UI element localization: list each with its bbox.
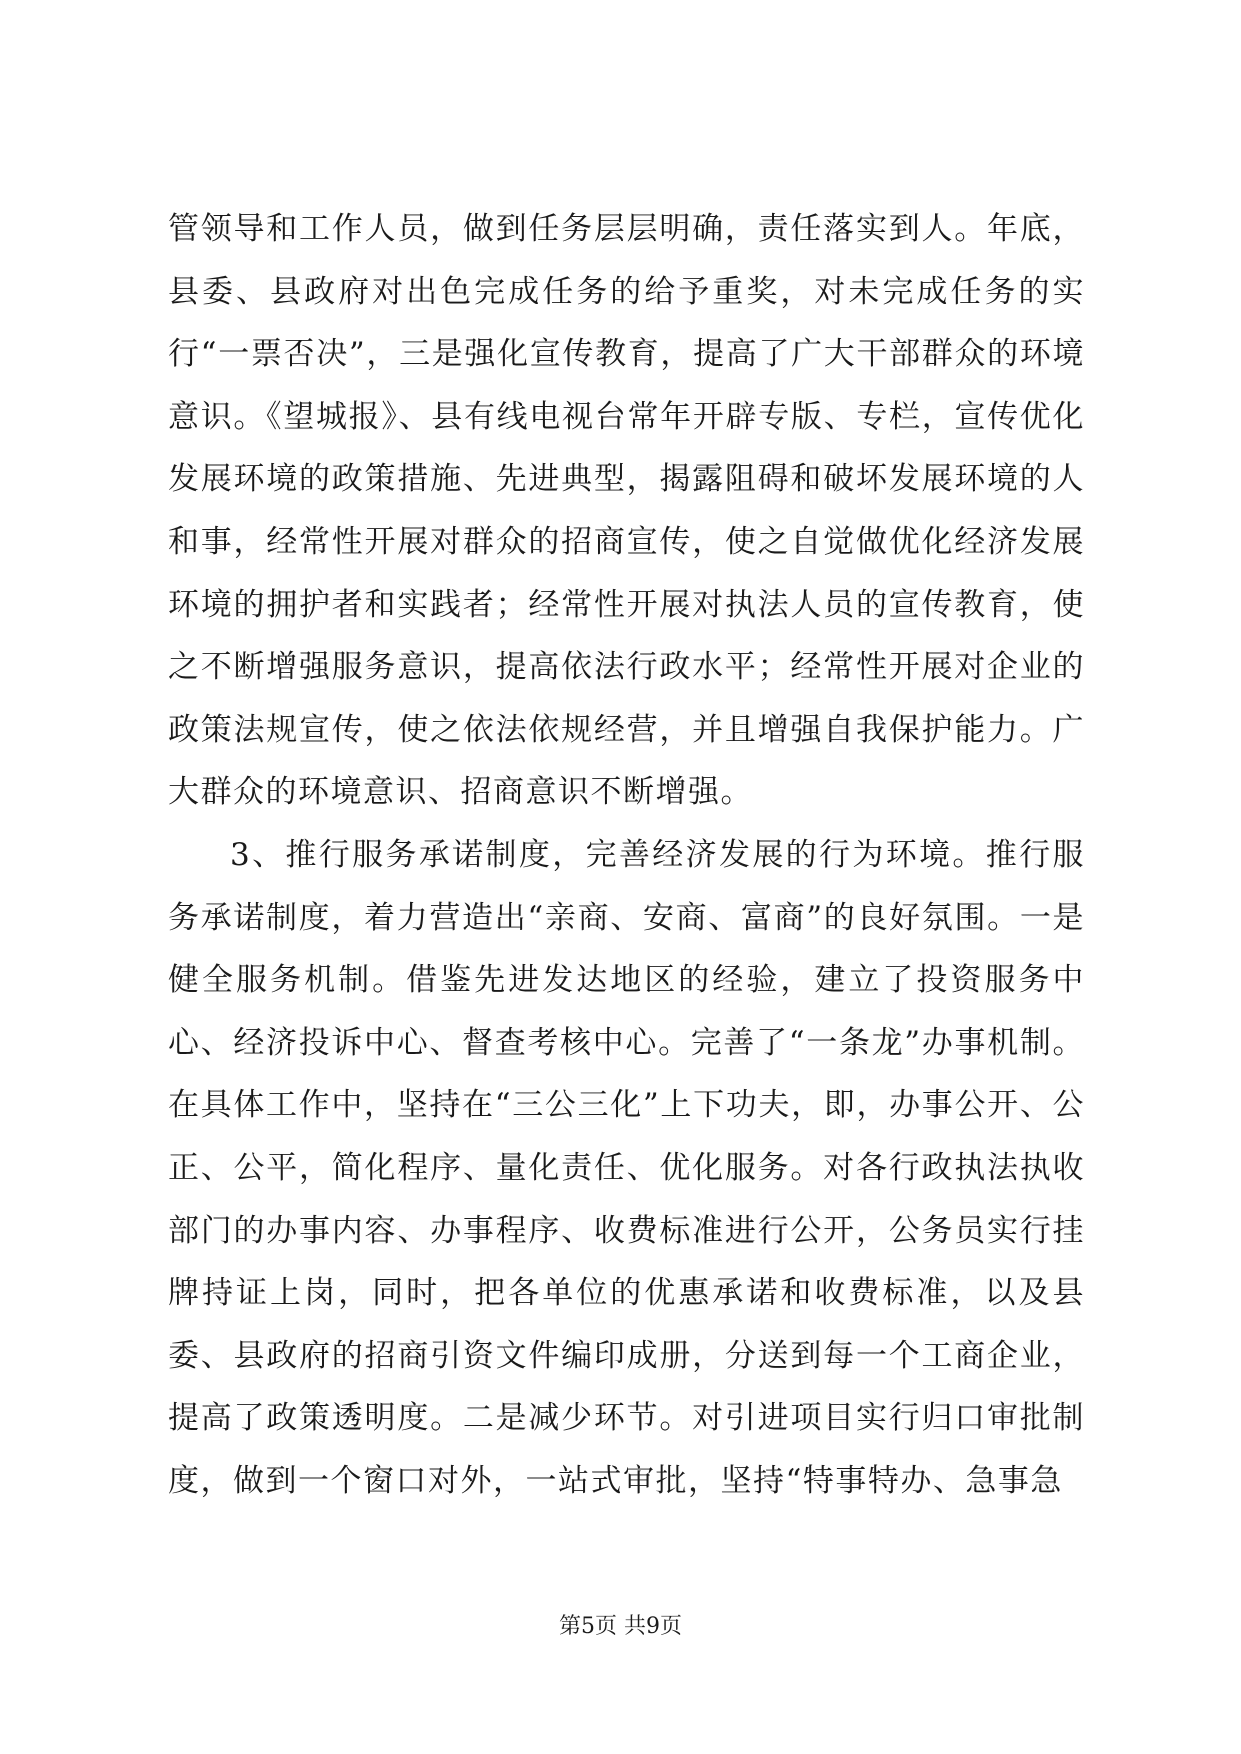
paragraph-continued: 管领导和工作人员，做到任务层层明确，责任落实到人。年底，县委、县政府对出色完成任务的给予重奖，对未完成任务的实行“一票否决”，三是强化宣传教育，提高了广大干部群众的环境意识。《望城报》、县有线电视台常年开辟专版、专栏，宣传优化发展环境的政策措施、先进典型，揭露阻碍和破坏发展环境的人和事，经常性开展对群众的招商宣传，使之自觉做优化经济发展环境的拥护者和实践者；经常性开展对执法人员的宣传教育，使之不断增强服务意识，提高依法行政水平；经常性开展对企业的政策法规宣传，使之依法依规经营，并且增强自我保护能力。广大群众的环境意识、招商意识不断增强。 [168, 211, 1085, 811]
document-body [168, 198, 1085, 1512]
paragraph-section-3: 3、推行服务承诺制度，完善经济发展的行为环境。推行服务承诺制度，着力营造出“亲商、安商、富商”的良好氛围。一是健全服务机制。借鉴先进发达地区的经验，建立了投资服务中心、经济投诉中心、督查考核中心。完善了“一条龙”办事机制。在具体工作中，坚持在“三公三化”上下功夫，即，办事公开、公正、公平，简化程序、量化责任、优化服务。对各行政执法执收部门的办事内容、办事程序、收费标准进行公开，公务员实行挂牌持证上岗，同时，把各单位的优惠承诺和收费标准，以及县委、县政府的招商引资文件编印成册，分送到每一个工商企业，提高了政策透明度。二是减少环节。对引进项目实行归口审批制度，做到一个窗口对外，一站式审批，坚持“特事特办、急事急 [168, 836, 1085, 1499]
page-number-footer: 第5页 共9页 [559, 1614, 682, 1639]
